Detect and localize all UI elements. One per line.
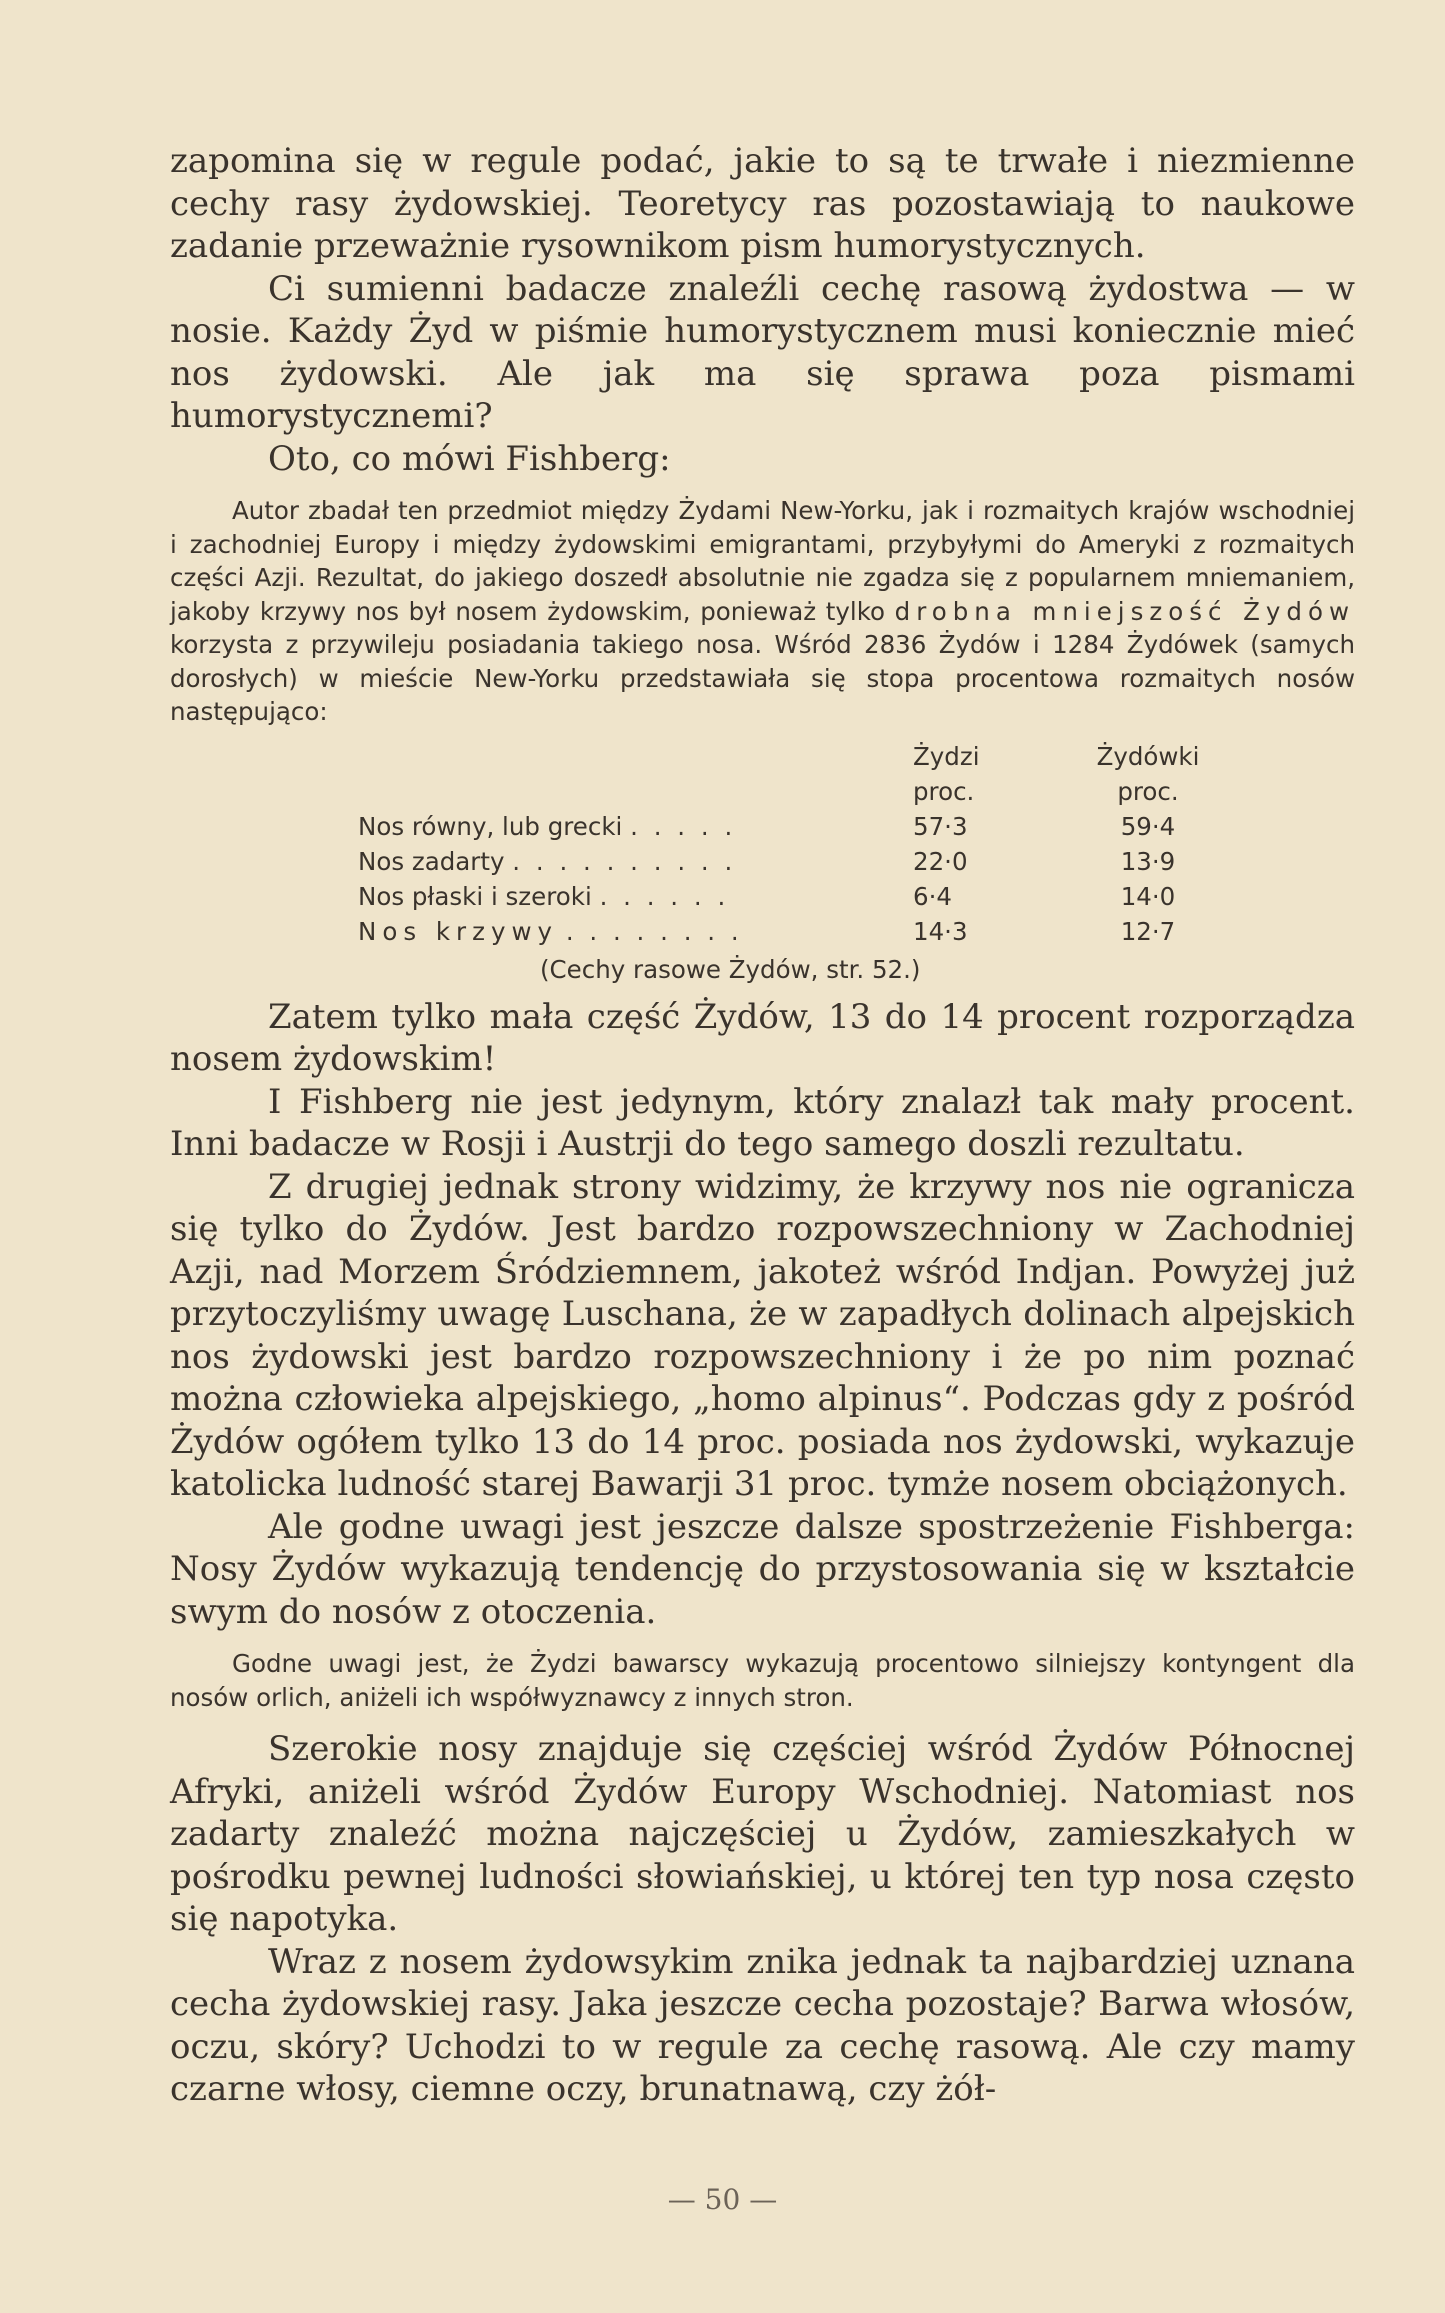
row-value-zydowki: 14·0 [1120,881,1176,911]
row-value-zydzi: 57·3 [913,811,968,841]
row-leader-dots: . . . . . [630,811,737,841]
row-value-zydowki: 59·4 [1120,811,1176,841]
paragraph-adaptation: Ale godne uwagi jest jeszcze dalsze spostrzeżenie Fishberga: Nosy Żydów wykazują tendencję do przystosowania się w kształcie swym do nosów z otoczenia. [170,1506,1355,1632]
source-citation: (Cechy rasowe Żydów, str. 52.) [540,954,921,984]
header-zydowki: Żydówki [1096,741,1200,771]
table-row [358,879,1213,914]
paragraph-other-peoples: Z drugiej jednak strony widzimy, że krzywy nos nie ogranicza się tylko do Żydów. Jest bardzo rozpowszechniony w Zachodniej Azji, nad Morzem Śródziemnem, jakoteż wśród Indjan. Powyżej już przytoczyliśmy uwagę Luschana, że w zapadłych dolinach alpejskich nos żydowski jest bardzo rozpowszechniony i że po nim poznać można człowieka alpejskiego, „homo alpinus“. Podczas gdy z pośród Żydów ogółem tylko 13 do 14 proc. posiada nos żydowski, wykazuje katolicka ludność starej Bawarji 31 proc. tymże nosem obciążonych. [170,1166,1355,1504]
table-row [358,809,1213,844]
row-value-zydzi: 6·4 [913,881,952,911]
row-label: Nos krzywy [358,916,559,946]
nose-statistics-table [358,739,1213,949]
row-label: Nos zadarty [358,846,505,876]
header-zydzi: Żydzi [913,741,980,771]
row-label: Nos płaski i szeroki [358,881,592,911]
paragraph-fishberg-intro: Oto, co mówi Fishberg: [268,438,671,479]
row-leader-dots: . . . . . . [599,881,730,911]
paragraph-broad-noses: Szerokie nosy znajduje się częściej wśród Żydów Północnej Afryki, aniżeli wśród Żydów Europy Wschodniej. Natomiast nos zadarty znaleźć można najczęściej u Żydów, zamieszkałych w pośrodku pewnej ludności słowiańskiej, u której ten typ nosa często się napotyka. [170,1729,1355,1939]
table-row [358,844,1213,879]
quote-block [170,494,1355,729]
header-zydowki-unit: proc. [1117,776,1179,806]
header-zydzi-unit: proc. [913,776,975,806]
quote-text-before: Autor zbadał ten przedmiot między Żydami New-Yorku, jak i rozmaitych krajów wschodniej i zachodniej Europy i między żydowskimi emigrantami, przybyłymi do Ameryki z rozmaitych części Azji. Rezultat, do jakiego doszedł absolutnie nie zgadza się z popularnem mniemaniem, jakoby krzywy nos był nosem żydowskim, ponieważ tylko [170,496,1355,626]
paragraph-conclusion: Zatem tylko mała część Żydów, 13 do 14 procent rozporządza nosem żydowskim! [170,996,1355,1079]
quote-text-after: korzysta z przywileju posiadania takiego nosa. Wśród 2836 Żydów i 1284 Żydówek (samych dorosłych) w mieście New-Yorku przedstawiała się stopa procentowa rozmaitych nosów następująco: [170,630,1355,726]
page-body [170,140,1355,2111]
paragraph-other-researchers: I Fishberg nie jest jedynym, który znalazł tak mały procent. Inni badacze w Rosji i Austrji do tego samego doszli rezultatu. [170,1081,1355,1164]
row-leader-dots: . . . . . . . . . . [512,846,737,876]
row-value-zydowki: 13·9 [1120,846,1176,876]
row-value-zydowki: 12·7 [1120,916,1176,946]
row-value-zydzi: 22·0 [913,846,968,876]
table-row [358,914,1213,949]
table-header-row [358,739,1213,774]
paragraph-continuation: zapomina się w regule podać, jakie to są te trwałe i niezmienne cechy rasy żydowskiej. Teoretycy ras pozostawiają to naukowe zadanie przeważnie rysownikom pism humorystycznych. [170,141,1355,266]
table-subheader-row [358,774,1213,809]
footnote-bavarian: Godne uwagi jest, że Żydzi bawarscy wykazują procentowo silniejszy kontyngent dla nosów orlich, aniżeli ich współwyznawcy z innych stron. [170,1649,1355,1712]
quote-spaced-text: drobna mniejszość Żydów [894,596,1355,626]
row-label: Nos równy, lub grecki [358,811,623,841]
row-value-zydzi: 14·3 [913,916,968,946]
paragraph-nose-trait: Ci sumienni badacze znaleźli cechę rasową żydostwa — w nosie. Każdy Żyd w piśmie humorystycznem musi koniecznie mieć nos żydowski. Ale jak ma się sprawa poza pismami humorystycznemi? [170,268,1355,436]
paragraph-other-traits: Wraz z nosem żydowsykim znika jednak ta najbardziej uznana cecha żydowskiej rasy. Jaka jeszcze cecha pozostaje? Barwa włosów, oczu, skóry? Uchodzi to w regule za cechę rasową. Ale czy mamy czarne włosy, ciemne oczy, brunatnawą, czy żół- [170,1941,1355,2109]
row-leader-dots: . . . . . . . . [565,916,743,946]
page-number: — 50 — [667,2183,778,2216]
